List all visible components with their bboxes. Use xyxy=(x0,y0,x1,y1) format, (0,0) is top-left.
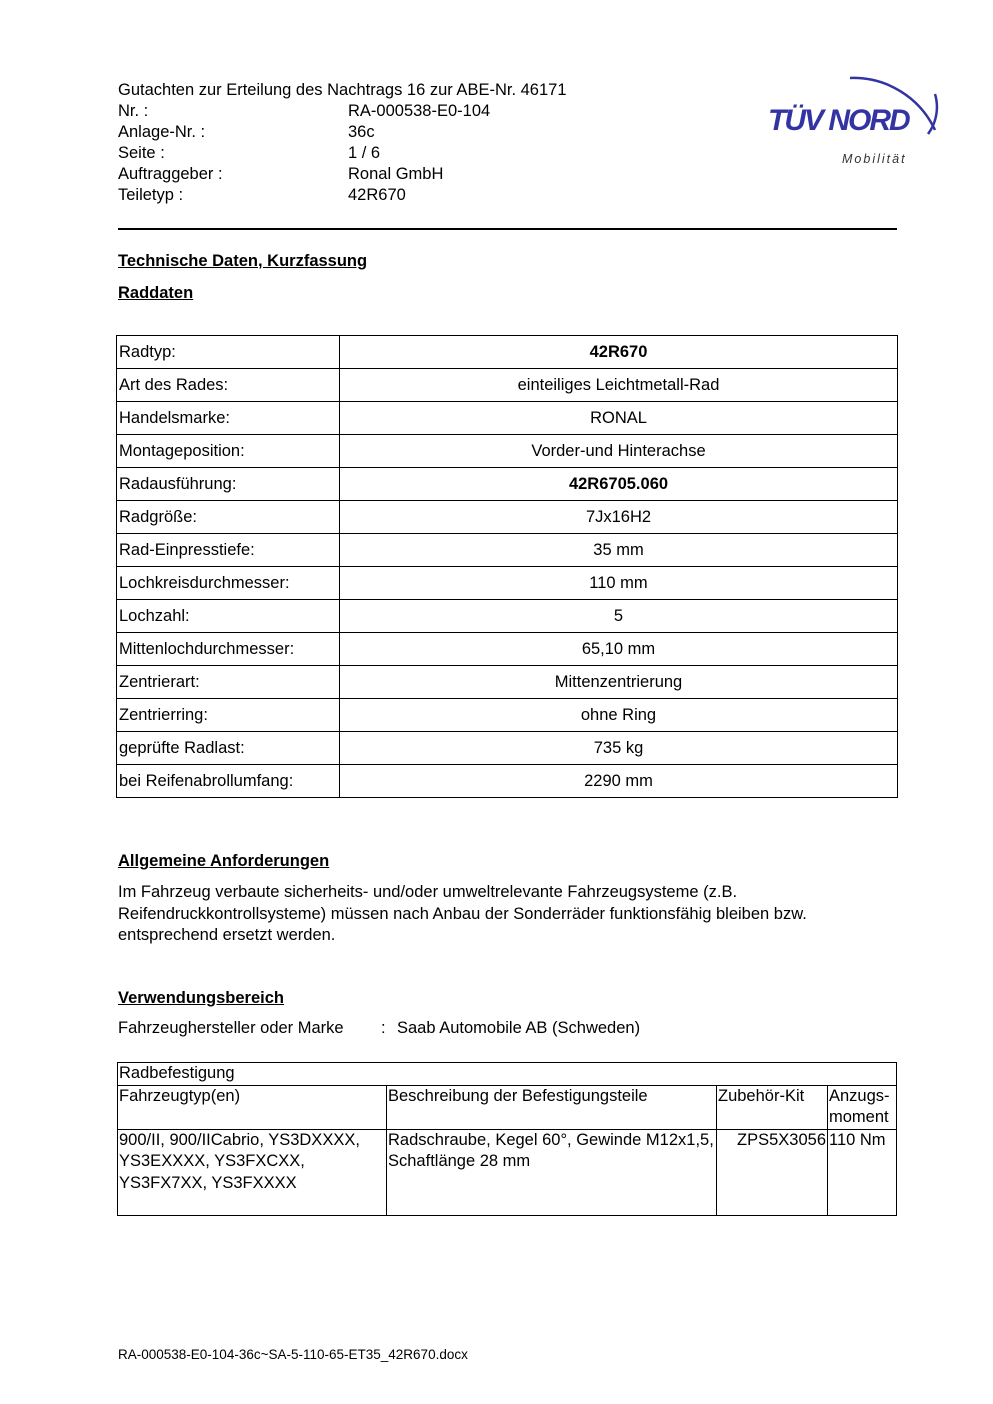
header-label: Auftraggeber : xyxy=(118,165,223,183)
row-value: 5 xyxy=(340,600,898,633)
table-cell: ZPS5X3056 xyxy=(717,1129,828,1215)
row-value: ohne Ring xyxy=(340,699,898,732)
header-value: Ronal GmbH xyxy=(348,165,444,183)
table-title: Radbefestigung xyxy=(118,1063,897,1086)
table-row xyxy=(117,435,898,468)
row-label: Radgröße: xyxy=(117,501,340,534)
table-row xyxy=(117,369,898,402)
allgemein-paragraph: Im Fahrzeug verbaute sicherheits- und/oder umweltrelevante Fahrzeugsysteme (z.B. Reifendruckkontrollsysteme) müssen nach Anbau der Sonderräder funktionsfähig bleiben bzw. entsprechend ersetzt werden. xyxy=(118,883,807,944)
row-value: einteiliges Leichtmetall-Rad xyxy=(340,369,898,402)
header-value: 36c xyxy=(348,123,375,141)
row-value: Vorder-und Hinterachse xyxy=(340,435,898,468)
section-title-raddaten: Raddaten xyxy=(118,284,194,302)
header-row-auftraggeber xyxy=(118,164,567,185)
header-value: 1 / 6 xyxy=(348,144,381,162)
row-label: Radausführung: xyxy=(117,468,340,501)
column-header: Beschreibung der Befestigungsteile xyxy=(387,1085,717,1129)
section-title-verwendung: Verwendungsbereich xyxy=(118,989,284,1007)
fixing-table xyxy=(117,1062,897,1216)
column-header: Anzugs-moment xyxy=(828,1085,897,1129)
table-row xyxy=(117,534,898,567)
brand-line xyxy=(118,1019,640,1038)
row-value: 735 kg xyxy=(340,732,898,765)
row-value: 42R670 xyxy=(340,336,898,369)
row-value: 35 mm xyxy=(340,534,898,567)
document-header xyxy=(118,80,567,206)
row-value: Mittenzentrierung xyxy=(340,666,898,699)
table-row xyxy=(117,402,898,435)
row-label: geprüfte Radlast: xyxy=(117,732,340,765)
row-label: Lochkreisdurchmesser: xyxy=(117,567,340,600)
table-cell: 900/II, 900/IICabrio, YS3DXXXX, YS3EXXXX, YS3FXCXX, YS3FX7XX, YS3FXXXX xyxy=(118,1129,387,1215)
row-label: Art des Rades: xyxy=(117,369,340,402)
table-row xyxy=(117,501,898,534)
section-title-allgemein: Allgemeine Anforderungen xyxy=(118,852,330,870)
row-label: Lochzahl: xyxy=(117,600,340,633)
footer-filename: RA-000538-E0-104-36c~SA-5-110-65-ET35_42R670.docx xyxy=(118,1347,468,1362)
table-cell: Radschraube, Kegel 60°, Gewinde M12x1,5, Schaftlänge 28 mm xyxy=(387,1129,717,1215)
row-value: 110 mm xyxy=(340,567,898,600)
table-row xyxy=(117,732,898,765)
row-label: Montageposition: xyxy=(117,435,340,468)
table-row xyxy=(117,567,898,600)
row-label: Zentrierring: xyxy=(117,699,340,732)
row-label: Rad-Einpresstiefe: xyxy=(117,534,340,567)
table-row xyxy=(117,633,898,666)
tuv-nord-logo xyxy=(760,56,950,176)
table-title-row xyxy=(118,1063,897,1086)
logo-subtitle: Mobilität xyxy=(842,152,907,166)
row-value: 2290 mm xyxy=(340,765,898,798)
header-label: Nr. : xyxy=(118,102,149,120)
header-label: Seite : xyxy=(118,144,165,162)
header-row-nr xyxy=(118,101,567,122)
row-value: RONAL xyxy=(340,402,898,435)
logo-word: TÜV NORD xyxy=(768,104,909,137)
row-label: Zentrierart: xyxy=(117,666,340,699)
brand-value: Saab Automobile AB (Schweden) xyxy=(397,1019,641,1037)
header-row-teiletyp xyxy=(118,185,567,206)
table-row xyxy=(118,1129,897,1215)
table-cell: 110 Nm xyxy=(828,1129,897,1215)
row-label: Mittenlochdurchmesser: xyxy=(117,633,340,666)
header-label: Anlage-Nr. : xyxy=(118,123,206,141)
row-label: Radtyp: xyxy=(117,336,340,369)
column-header: Zubehör-Kit xyxy=(717,1085,828,1129)
row-value: 42R6705.060 xyxy=(340,468,898,501)
header-title: Gutachten zur Erteilung des Nachtrags 16 zur ABE-Nr. 46171 xyxy=(118,81,567,99)
table-row xyxy=(117,699,898,732)
table-row xyxy=(117,336,898,369)
row-value: 7Jx16H2 xyxy=(340,501,898,534)
header-value: RA-000538-E0-104 xyxy=(348,102,491,120)
header-divider xyxy=(118,228,897,230)
column-header: Fahrzeugtyp(en) xyxy=(118,1085,387,1129)
wheel-data-table xyxy=(116,335,898,798)
brand-separator: : xyxy=(381,1019,386,1037)
table-row xyxy=(117,765,898,798)
header-row-anlage xyxy=(118,122,567,143)
table-row xyxy=(117,666,898,699)
section-title-tech: Technische Daten, Kurzfassung xyxy=(118,252,368,270)
table-row xyxy=(117,468,898,501)
header-label: Teiletyp : xyxy=(118,186,184,204)
row-label: bei Reifenabrollumfang: xyxy=(117,765,340,798)
row-value: 65,10 mm xyxy=(340,633,898,666)
brand-label: Fahrzeughersteller oder Marke xyxy=(118,1019,344,1037)
table-row xyxy=(117,600,898,633)
table-header-row xyxy=(118,1085,897,1129)
header-row-seite xyxy=(118,143,567,164)
header-value: 42R670 xyxy=(348,186,406,204)
row-label: Handelsmarke: xyxy=(117,402,340,435)
